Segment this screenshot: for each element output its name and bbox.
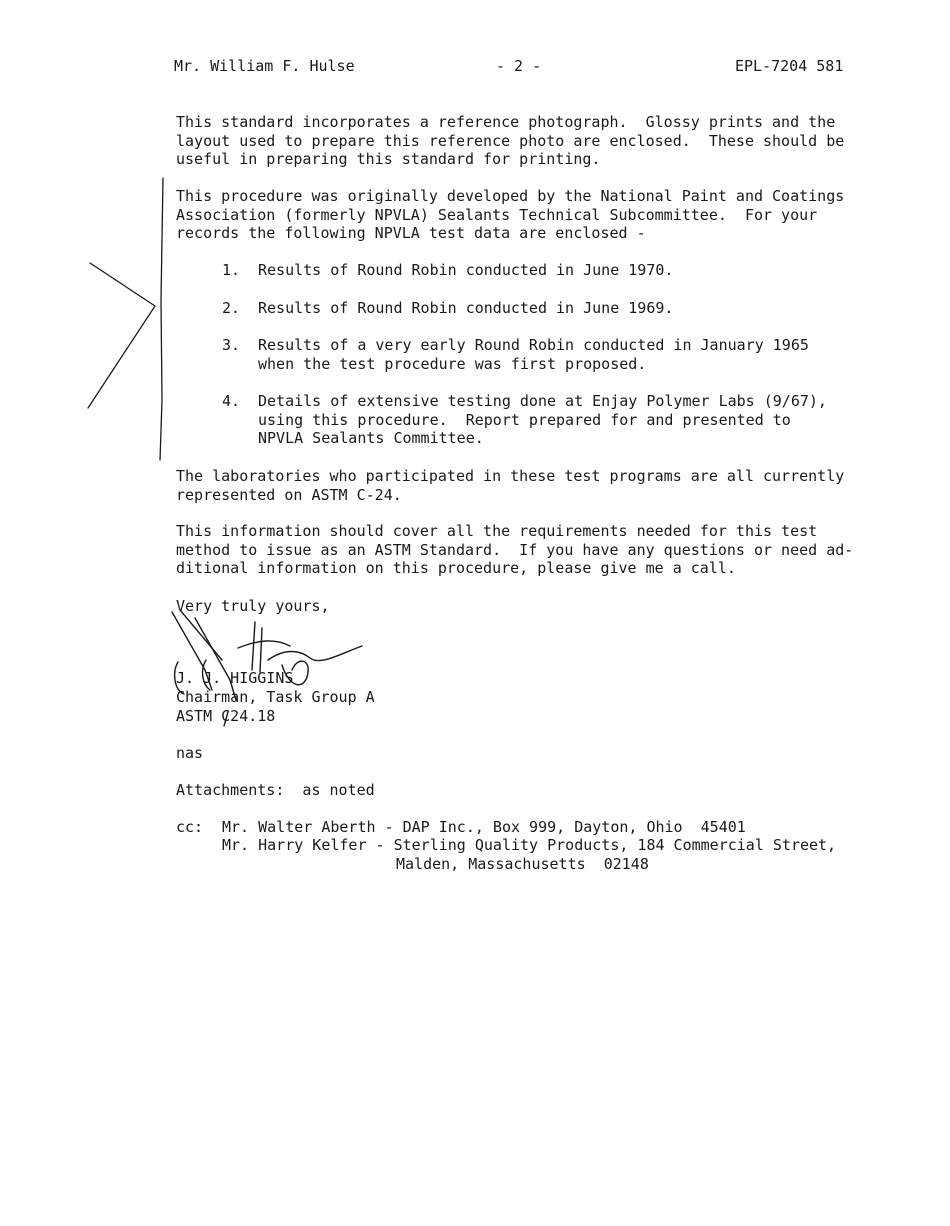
paragraph-line: Association (formerly NPVLA) Sealants Technical Subcommittee. For your: [176, 205, 818, 224]
paragraph-line: The laboratories who participated in these test programs are all currently: [176, 467, 845, 485]
list-item-line: Results of a very early Round Robin conducted in January 1965: [258, 336, 809, 354]
paragraph-line: layout used to prepare this reference photo are enclosed. These should be: [176, 131, 845, 150]
list-item-number: 3.: [222, 336, 241, 354]
salutation: Very truly yours,: [176, 597, 330, 615]
paragraph-line: This information should cover all the requirements needed for this test: [176, 522, 818, 540]
list-item-number: 2.: [222, 299, 241, 317]
list-item-number: 1.: [222, 261, 241, 279]
list-item-line: Results of Round Robin conducted in June 1969.: [258, 299, 674, 317]
margin-angle-mark: [88, 263, 155, 408]
list-item-line: Results of Round Robin conducted in June 1970.: [258, 261, 674, 279]
signature: [172, 610, 362, 726]
cc-line: Mr. Walter Aberth - DAP Inc., Box 999, Dayton, Ohio 45401: [222, 818, 746, 836]
margin-bracket-line: [160, 178, 163, 460]
paragraph-line: represented on ASTM C-24.: [176, 485, 402, 504]
signer-organization: ASTM C24.18: [176, 707, 276, 725]
signer-name: J. J. HIGGINS: [176, 669, 294, 687]
list-item-line: NPVLA Sealants Committee.: [258, 429, 484, 447]
list-item-line: when the test procedure was first proposed.: [258, 354, 647, 373]
attachments-note: Attachments: as noted: [176, 781, 375, 799]
paragraph-line: method to issue as an ASTM Standard. If you have any questions or need ad-: [176, 540, 854, 559]
list-item-line: Details of extensive testing done at Enjay Polymer Labs (9/67),: [258, 392, 827, 410]
paragraph-line: ditional information on this procedure, please give me a call.: [176, 559, 736, 577]
signer-title: Chairman, Task Group A: [176, 688, 375, 706]
reference-number: EPL-7204 581: [735, 57, 844, 75]
typist-initials: nas: [176, 744, 204, 762]
page-number: - 2 -: [496, 57, 542, 75]
cc-line: Malden, Massachusetts 02148: [396, 855, 649, 873]
cc-label: cc:: [176, 818, 204, 836]
paragraph-line: This standard incorporates a reference photograph. Glossy prints and the: [176, 113, 836, 131]
paragraph-line: This procedure was originally developed by the National Paint and Coatings: [176, 187, 845, 205]
paragraph-line: useful in preparing this standard for printing.: [176, 150, 601, 168]
cc-line: Mr. Harry Kelfer - Sterling Quality Products, 184 Commercial Street,: [222, 836, 837, 854]
header-recipient: Mr. William F. Hulse: [174, 57, 355, 75]
list-item-number: 4.: [222, 392, 241, 410]
list-item-line: using this procedure. Report prepared for and presented to: [258, 410, 791, 429]
paragraph-line: records the following NPVLA test data are enclosed -: [176, 224, 646, 242]
